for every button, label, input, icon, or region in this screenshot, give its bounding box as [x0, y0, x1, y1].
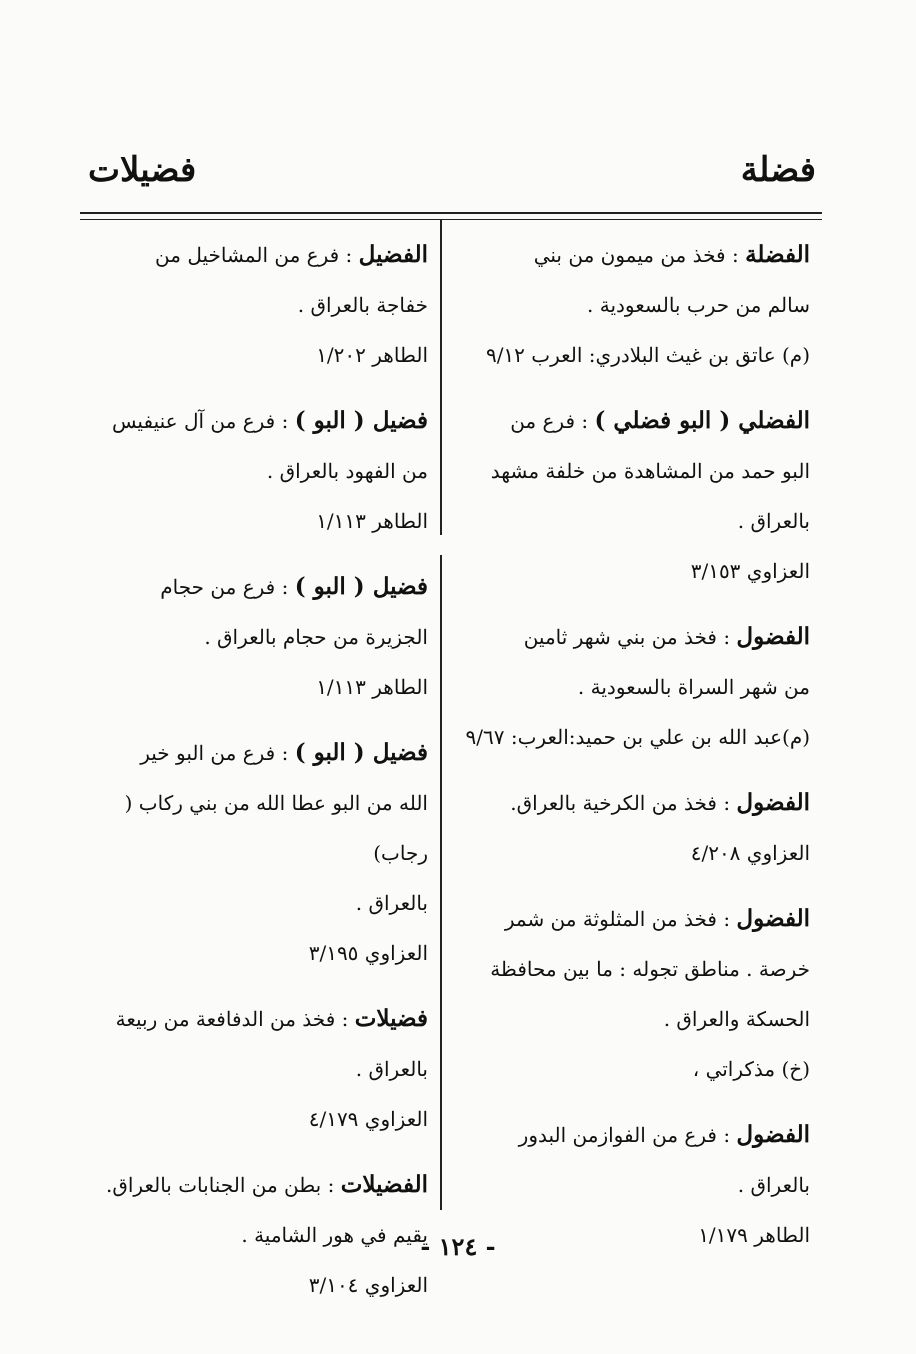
entry-first-line: [460, 1110, 810, 1160]
entry-definition: : فخذ من ميمون من بني: [533, 243, 739, 267]
entry-definition: : فرع من البو خير: [140, 741, 289, 765]
entry-continuation: من الفهود بالعراق .: [266, 459, 428, 483]
header-rule-thick: [80, 212, 822, 214]
entry-continuation: بالعراق .: [355, 891, 428, 915]
column-divider: [440, 220, 442, 535]
entry-first-line: [80, 230, 428, 280]
dictionary-entry: [460, 396, 810, 596]
header-rule-thin: [80, 219, 822, 220]
entry-first-line: [460, 612, 810, 662]
entry-headword: الفضول: [736, 789, 810, 816]
entry-definition: : فرع من المشاخيل من: [155, 243, 353, 267]
entry-source: الطاهر ١/١١٣: [316, 675, 428, 699]
entry-source: الطاهر ١/٢٠٢: [316, 343, 428, 367]
entry-first-line: [80, 994, 428, 1044]
entry-definition: : فخذ من الدفافعة من ربيعة: [115, 1007, 349, 1031]
dictionary-entry: [80, 230, 428, 380]
page-number: - ١٢٤ -: [420, 1232, 496, 1261]
entry-headword: الفضول: [736, 623, 810, 650]
entry-headword: الفضيلات: [340, 1171, 428, 1198]
entry-source: (م) عاتق بن غيث البلادري: العرب ٩/١٢: [485, 343, 810, 367]
entry-first-line: [460, 396, 810, 446]
entry-headword: الفضلة: [745, 241, 810, 268]
entry-continuation: الله من البو عطا الله من بني ركاب ( رجاب): [124, 791, 428, 865]
entry-continuation: سالم من حرب بالسعودية .: [587, 293, 810, 317]
entry-continuation: الحسكة والعراق .: [663, 1007, 810, 1031]
entry-first-line: [460, 230, 810, 280]
entry-definition: : فرع من حجام: [160, 575, 289, 599]
entry-definition: : بطن من الجنابات بالعراق.: [105, 1173, 335, 1197]
entry-source: (خ) مذكراتي ،: [692, 1057, 810, 1081]
dictionary-entry: [80, 562, 428, 712]
entry-headword: الفضول: [736, 1121, 810, 1148]
entry-headword: الفضيل: [358, 241, 428, 268]
entry-definition: : فرع من آل عنيفيس: [111, 409, 289, 433]
entry-first-line: [460, 778, 810, 828]
header-left-word: فضيلات: [88, 150, 197, 190]
entry-definition: : فرع من: [510, 409, 589, 433]
entry-first-line: [80, 728, 428, 778]
dictionary-entry: [460, 230, 810, 380]
entry-definition: : فخذ من المثلوثة من شمر: [504, 907, 731, 931]
entry-headword: فضيلات: [354, 1005, 428, 1032]
right-column: [460, 230, 810, 1276]
entry-continuation: بالعراق .: [355, 1057, 428, 1081]
dictionary-entry: [80, 728, 428, 978]
entry-headword: فضيل ( البو ): [294, 573, 428, 600]
dictionary-entry: [80, 396, 428, 546]
dictionary-entry: [80, 994, 428, 1144]
entry-source: العزاوي ٣/١٩٥: [308, 941, 428, 965]
dictionary-entry: [460, 894, 810, 1094]
dictionary-entry: [460, 612, 810, 762]
entry-continuation: يقيم في هور الشامية .: [241, 1223, 428, 1247]
entry-first-line: [80, 1160, 428, 1210]
entry-first-line: [80, 396, 428, 446]
entry-source: العزاوي ٣/١٠٤: [308, 1273, 428, 1297]
header-right-word: فضلة: [740, 150, 816, 190]
entry-source: الطاهر ١/١١٣: [316, 509, 428, 533]
entry-headword: فضيل ( البو ): [294, 407, 428, 434]
dictionary-entry: [460, 778, 810, 878]
entry-source: (م)عبد الله بن علي بن حميد:العرب: ٩/٦٧: [465, 725, 810, 749]
column-divider: [440, 555, 442, 1210]
entry-continuation: الجزيرة من حجام بالعراق .: [204, 625, 428, 649]
entry-source: الطاهر ١/١٧٩: [698, 1223, 810, 1247]
entry-headword: الفضلي ( البو فضلي ): [594, 407, 810, 434]
entry-continuation: بالعراق .: [737, 1173, 810, 1197]
entry-source: العزاوي ٤/١٧٩: [308, 1107, 428, 1131]
entry-first-line: [80, 562, 428, 612]
entry-headword: فضيل ( البو ): [294, 739, 428, 766]
entry-continuation: خرصة . مناطق تجوله : ما بين محافظة: [490, 957, 810, 981]
entry-definition: : فخذ من بني شهر ثامين: [523, 625, 731, 649]
entry-continuation: البو حمد من المشاهدة من خلفة مشهد: [490, 459, 810, 483]
left-column: [80, 230, 428, 1326]
entry-continuation: من شهر السراة بالسعودية .: [577, 675, 810, 699]
entry-definition: : فرع من الفوازمن البدور: [518, 1123, 731, 1147]
entry-continuation: خفاجة بالعراق .: [297, 293, 428, 317]
entry-first-line: [460, 894, 810, 944]
entry-source: العزاوي ٤/٢٠٨: [690, 841, 810, 865]
entry-headword: الفضول: [736, 905, 810, 932]
entry-continuation: بالعراق .: [737, 509, 810, 533]
entry-source: العزاوي ٣/١٥٣: [690, 559, 810, 583]
entry-definition: : فخذ من الكرخية بالعراق.: [510, 791, 731, 815]
